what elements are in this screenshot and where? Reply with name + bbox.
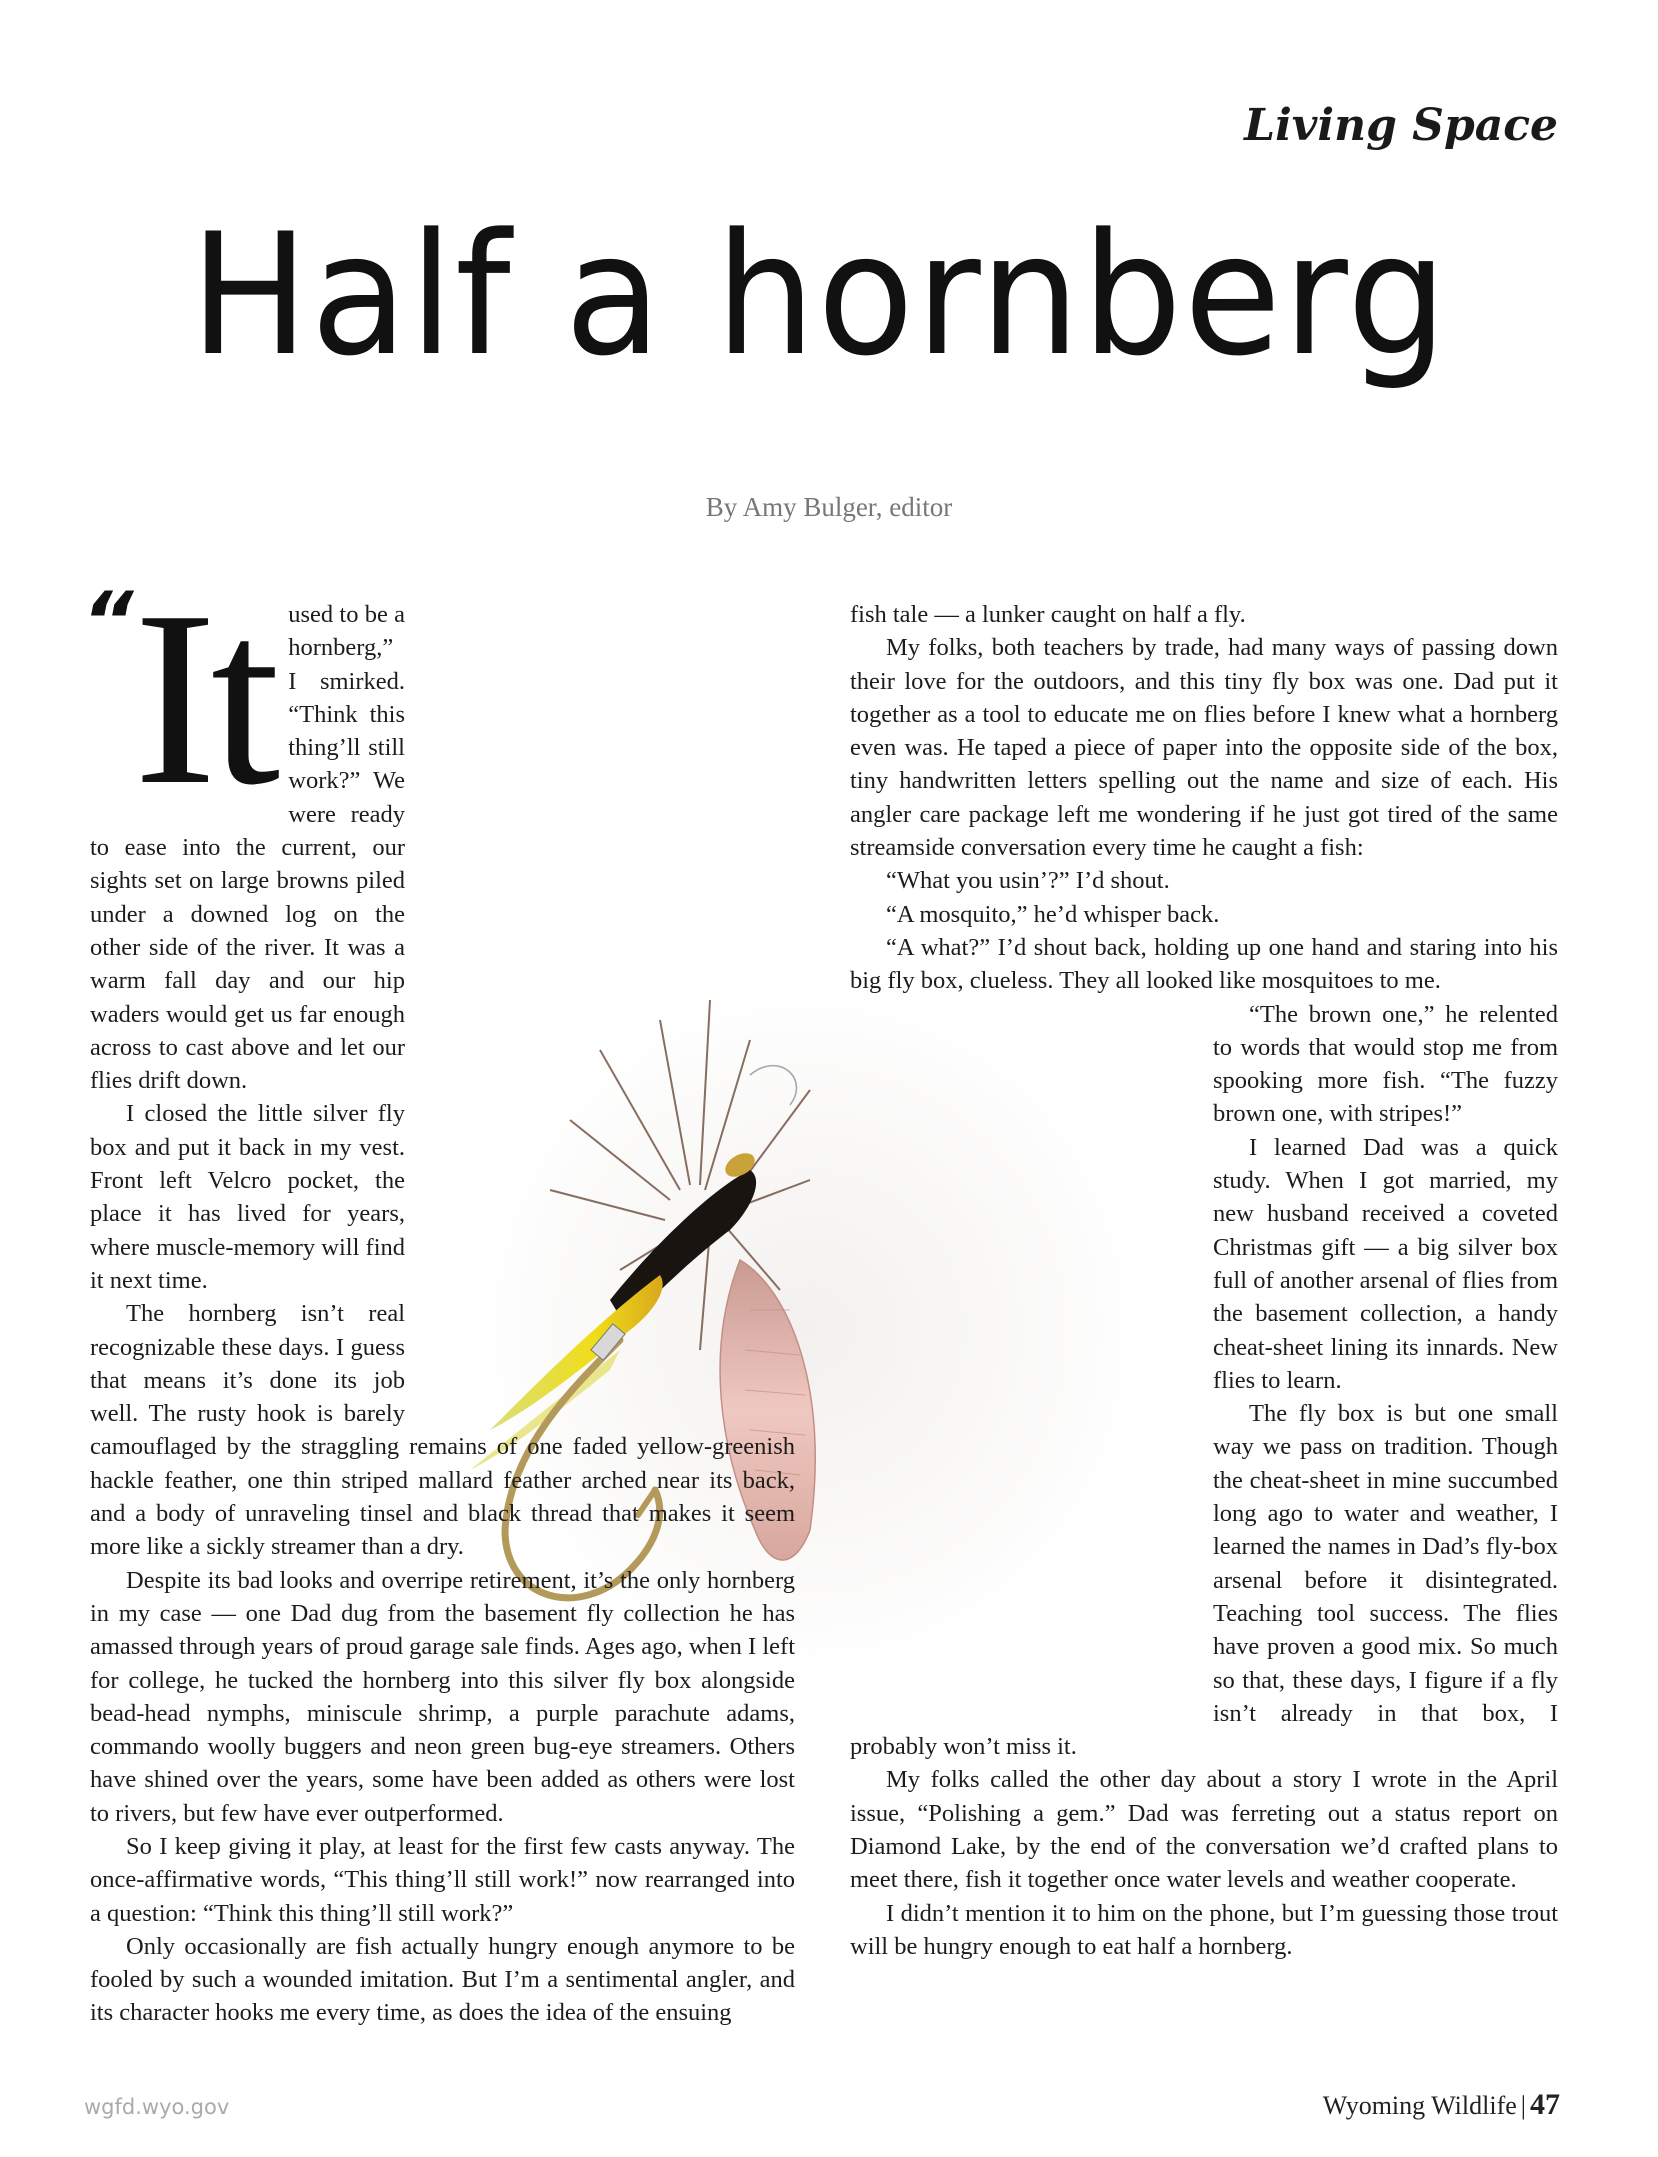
left-column: [82, 560, 795, 2030]
paragraph: Only occasionally are fish actually hungry enough anymore to be fooled by such a wounded imitation. But I’m a sentimental angler, and its character hooks me every time, as does the idea of the ensuing: [90, 1932, 795, 2027]
paragraph: I closed the little silver fly box and put it back in my vest. Front left Velcro pocket, the place it has lived for years, where muscle-memory will find it next time.: [90, 1100, 406, 1294]
page-number: 47: [1530, 2088, 1560, 2121]
right-column: [850, 598, 1558, 1963]
folio-separator: |: [1520, 2091, 1526, 2120]
image-wrap-space: [413, 598, 803, 1410]
drop-cap-quote: “: [82, 575, 134, 668]
paragraph: I didn’t mention it to him on the phone, but I’m guessing those trout will be hungry enough to eat half a hornberg.: [850, 1899, 1558, 1960]
footer-website[interactable]: wgfd.wyo.gov: [84, 2095, 230, 2119]
byline: By Amy Bulger, editor: [705, 492, 953, 522]
image-wrap-space: [840, 998, 1205, 1698]
section-label: Living Space: [1244, 100, 1558, 151]
headline: Half a hornberg: [190, 197, 1450, 393]
paragraph: The hornberg isn’t real recognizable these days. I guess that means it’s done its job well. The rusty hook is barely camouflaged by the straggling remains of one faded yellow-greenish hackle feather, one thin striped mallard feather arched near its back, and a body of unraveling tinsel and black thread that makes it seem more like a sickly streamer than a dry.: [90, 1300, 795, 1561]
paragraph: “The brown one,” he relented to words that would stop me from spooking more fish. “The fuzzy brown one, with stripes!”: [1213, 1000, 1558, 1128]
paragraph: So I keep giving it play, at least for the first few casts anyway. The once-affirmative words, “This thing’ll still work!” now rearranged into a question: “Think this thing’ll still work?”: [90, 1832, 795, 1927]
paragraph: fish tale — a lunker caught on half a fly.: [850, 601, 1246, 628]
paragraph: My folks called the other day about a story I wrote in the April issue, “Polishing a gem.” Dad was ferreting out a status report on Diamond Lake, by the end of the conversation we’d crafted plans to meet there, fish it together once water levels and weather cooperate.: [850, 1766, 1558, 1894]
paragraph: “A mosquito,” he’d whisper back.: [886, 900, 1220, 928]
paragraph: My folks, both teachers by trade, had many ways of passing down their love for the outdoors, and this tiny fly box was one. Dad put it together as a tool to educate me on flies before I knew what a hornberg even was. He taped a piece of paper into the opposite side of the box, tiny handwritten letters spelling out the name and size of each. His angler care package left me wondering if he just got tired of the same streamside conversation every time he caught a fish:: [850, 634, 1558, 862]
paragraph: The fly box is but one small way we pass on tradition. Though the cheat-sheet in mine succumbed long ago to water and weather, I learned the names in Dad’s fly-box arsenal before it disintegrated. Teaching tool success. The flies have proven a good mix. So much so that, these days, I figure if a fly isn’t already in that box, I probably won’t miss it.: [850, 1400, 1558, 1761]
paragraph: Despite its bad looks and overripe retirement, it’s the only hornberg in my case — one Dad dug from the basement fly collection he has amassed through years of proud garage sale finds. Ages ago, when I left for college, he tucked the hornberg into this silver fly box alongside bead-head nymphs, miniscule shrimp, a purple parachute adams, commando woolly buggers and neon green bug-eye streamers. Others have shined over the years, some have been added as others were lost to rivers, but few have ever outperformed.: [90, 1566, 795, 1827]
paragraph: “What you usin’?” I’d shout.: [886, 867, 1170, 895]
magazine-name: Wyoming Wildlife: [1322, 2091, 1517, 2120]
footer-folio: [1323, 2088, 1560, 2122]
paragraph: “A what?” I’d shout back, holding up one hand and staring into his big fly box, clueless. They all looked like mosquitoes to me.: [850, 933, 1558, 995]
paragraph-text: used to be a hornberg,” I smirked. “Think this thing’ll still work?” We were ready to ease into the current, our sights set on large browns piled under a downed log on the other side of the river. It was a warm fall day and our hip waders would get us far enough across to cast above and let our flies drift down.: [90, 601, 405, 1095]
drop-cap: It: [133, 560, 275, 837]
paragraph: I learned Dad was a quick study. When I got married, my new husband received a coveted Christmas gift — a big silver box full of another arsenal of flies from the basement collection, a handy cheat-sheet lining its innards. New flies to learn.: [1213, 1133, 1558, 1394]
